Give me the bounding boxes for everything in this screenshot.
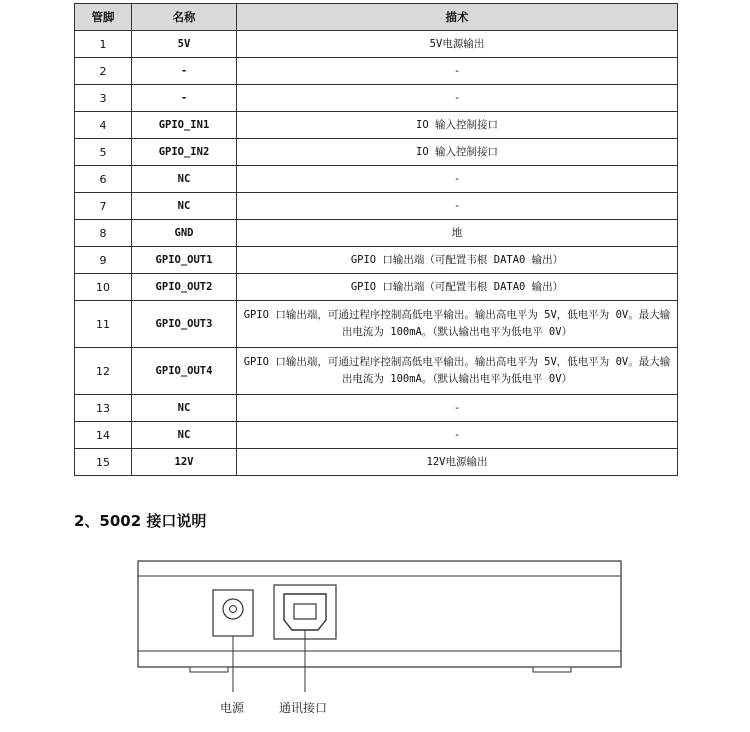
pin-description: - [237, 166, 678, 193]
pin-description: IO 输入控制接口 [237, 112, 678, 139]
pin-description: IO 输入控制接口 [237, 139, 678, 166]
pin-name: NC [132, 422, 237, 449]
pin-number: 8 [75, 220, 132, 247]
pin-number: 3 [75, 85, 132, 112]
pin-number: 4 [75, 112, 132, 139]
pin-description: GPIO 口输出端（可配置韦根 DATA0 输出） [237, 274, 678, 301]
header-desc: 描术 [237, 4, 678, 31]
pin-name: - [132, 85, 237, 112]
pin-description: GPIO 口输出端（可配置韦根 DATA0 输出） [237, 247, 678, 274]
pin-description: - [237, 58, 678, 85]
header-name: 名称 [132, 4, 237, 31]
pin-number: 6 [75, 166, 132, 193]
pin-name: 12V [132, 449, 237, 476]
pin-name: NC [132, 193, 237, 220]
usb-port-tongue [294, 604, 316, 619]
pin-name: GPIO_OUT2 [132, 274, 237, 301]
device-foot-right [533, 667, 571, 672]
pin-number: 5 [75, 139, 132, 166]
pin-name: NC [132, 395, 237, 422]
pin-name: GPIO_IN1 [132, 112, 237, 139]
pin-description: - [237, 422, 678, 449]
pin-number: 10 [75, 274, 132, 301]
pin-name: - [132, 58, 237, 85]
pin-name: GPIO_OUT1 [132, 247, 237, 274]
pin-name: GPIO_OUT4 [132, 348, 237, 395]
pin-number: 15 [75, 449, 132, 476]
pin-number: 12 [75, 348, 132, 395]
pin-name: 5V [132, 31, 237, 58]
pin-description: 12V电源输出 [237, 449, 678, 476]
pin-number: 7 [75, 193, 132, 220]
pin-number: 1 [75, 31, 132, 58]
pin-name: GPIO_OUT3 [132, 301, 237, 348]
pin-description: - [237, 193, 678, 220]
label-power: 电源 [220, 701, 245, 715]
pin-name: GND [132, 220, 237, 247]
pin-description: - [237, 85, 678, 112]
pin-description: 5V电源输出 [237, 31, 678, 58]
pin-description: GPIO 口输出端，可通过程序控制高低电平输出。输出高电平为 5V，低电平为 0V。最大输出电流为 100mA。（默认输出电平为低电平 0V） [237, 348, 678, 395]
pin-number: 13 [75, 395, 132, 422]
pin-description: - [237, 395, 678, 422]
section-title: 2、5002 接口说明 [74, 512, 207, 530]
pin-number: 14 [75, 422, 132, 449]
pin-number: 9 [75, 247, 132, 274]
pin-description: 地 [237, 220, 678, 247]
pin-number: 11 [75, 301, 132, 348]
header-pin: 管脚 [75, 4, 132, 31]
pin-name: NC [132, 166, 237, 193]
label-comm: 通讯接口 [279, 701, 328, 715]
pin-number: 2 [75, 58, 132, 85]
device-foot-left [190, 667, 228, 672]
pin-description: GPIO 口输出端，可通过程序控制高低电平输出。输出高电平为 5V，低电平为 0V。最大输出电流为 100mA。（默认输出电平为低电平 0V） [237, 301, 678, 348]
pin-name: GPIO_IN2 [132, 139, 237, 166]
